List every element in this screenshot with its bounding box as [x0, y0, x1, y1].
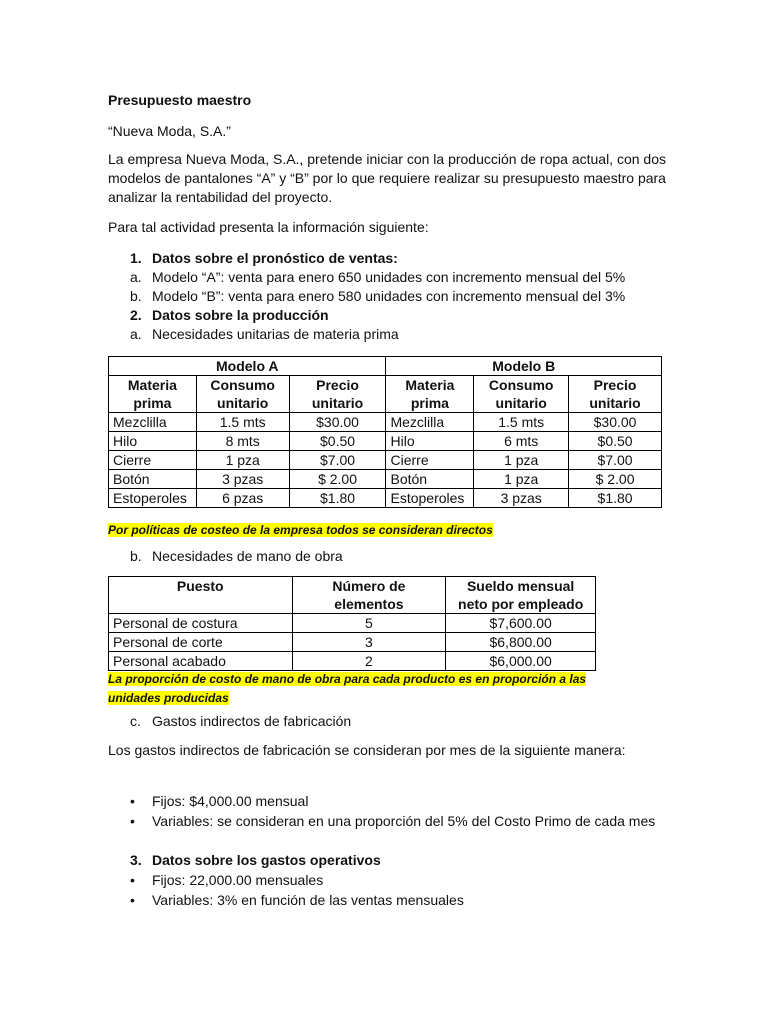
table-cell: 1 pza [196, 451, 289, 470]
list-text: Necesidades de mano de obra [152, 548, 343, 564]
section-title: Datos sobre la producción [152, 307, 329, 323]
table-cell: $1.80 [289, 489, 386, 508]
column-header: Consumo unitario [196, 376, 289, 413]
section-number: 3. [130, 852, 142, 868]
table-cell: $0.50 [569, 432, 662, 451]
table-cell: 6 mts [474, 432, 569, 451]
table-cell: $30.00 [569, 413, 662, 432]
table-cell: $7.00 [289, 451, 386, 470]
table-row [109, 614, 596, 633]
intro-text: La empresa Nueva Moda, S.A., pretende iniciar con la producción de ropa actual, con dos modelos de pantalones “A” y “B” por lo que requiere realizar su presupuesto maestro para analizar la rentabilidad del proyecto. [108, 151, 666, 205]
table-row [109, 413, 662, 432]
table-cell: Estoperoles [109, 489, 197, 508]
table-cell: $1.80 [569, 489, 662, 508]
list-text: Fijos: $4,000.00 mensual [152, 793, 309, 809]
highlighted-note: Por políticas de costeo de la empresa todos se consideran directos [108, 523, 493, 537]
section-number: 1. [130, 250, 142, 266]
table-cell: Hilo [386, 432, 474, 451]
table-cell: 8 mts [196, 432, 289, 451]
labor-table [108, 576, 596, 671]
table-cell: Cierre [386, 451, 474, 470]
table-cell: 5 [292, 614, 446, 633]
table-cell: Mezclilla [109, 413, 197, 432]
column-header: Precio unitario [289, 376, 386, 413]
table-cell: 1 pza [474, 470, 569, 489]
list-text: Fijos: 22,000.00 mensuales [152, 872, 324, 888]
list-text: Gastos indirectos de fabricación [152, 713, 352, 729]
table-cell: $6,000.00 [446, 652, 596, 671]
section-number: 2. [130, 307, 142, 323]
list-marker: b. [130, 288, 142, 304]
table-cell: Personal acabado [109, 652, 293, 671]
list-text: Modelo “B”: venta para enero 580 unidades con incremento mensual del 3% [152, 288, 626, 304]
table-cell: Botón [109, 470, 197, 489]
column-header: Consumo unitario [474, 376, 569, 413]
table-cell: Hilo [109, 432, 197, 451]
table-cell: $6,800.00 [446, 633, 596, 652]
list-text: Variables: 3% en función de las ventas mensuales [152, 892, 464, 908]
table-cell: Estoperoles [386, 489, 474, 508]
model-a-header: Modelo A [109, 357, 386, 376]
document-title: Presupuesto maestro [108, 92, 252, 108]
table-row [109, 451, 662, 470]
table-cell: $7.00 [569, 451, 662, 470]
table-cell: 1.5 mts [474, 413, 569, 432]
overhead-intro: Los gastos indirectos de fabricación se consideran por mes de la siguiente manera: [108, 742, 626, 758]
table-cell: Mezclilla [386, 413, 474, 432]
table-cell: $0.50 [289, 432, 386, 451]
table-cell: 3 pzas [474, 489, 569, 508]
materials-note [108, 520, 493, 539]
table-row [109, 376, 662, 413]
bullet-icon: • [130, 892, 135, 908]
table-cell: $ 2.00 [569, 470, 662, 489]
list-text: Modelo “A”: venta para enero 650 unidades con incremento mensual del 5% [152, 269, 626, 285]
table-cell: $7,600.00 [446, 614, 596, 633]
list-text: Necesidades unitarias de materia prima [152, 326, 399, 342]
table-row [109, 470, 662, 489]
list-text: Variables: se consideran en una proporción del 5% del Costo Primo de cada mes [152, 813, 656, 829]
list-marker: a. [130, 269, 142, 285]
table-cell: 3 [292, 633, 446, 652]
list-marker: b. [130, 548, 142, 564]
column-header: Puesto [109, 577, 293, 614]
intro-paragraph [108, 150, 678, 207]
bullet-icon: • [130, 793, 135, 809]
table-cell: 6 pzas [196, 489, 289, 508]
column-header: Materia prima [386, 376, 474, 413]
column-header: Precio unitario [569, 376, 662, 413]
table-row [109, 432, 662, 451]
section-title: Datos sobre los gastos operativos [152, 852, 381, 868]
highlighted-note: La proporción de costo de mano de obra para cada producto es en proporción a las unidades producidas [108, 672, 587, 705]
table-row [109, 489, 662, 508]
table-cell: $ 2.00 [289, 470, 386, 489]
column-header: Sueldo mensual neto por empleado [446, 577, 596, 614]
table-cell: 1 pza [474, 451, 569, 470]
column-header: Materia prima [109, 376, 197, 413]
table-row [109, 357, 662, 376]
column-header: Número de elementos [292, 577, 446, 614]
table-cell: Botón [386, 470, 474, 489]
section-title: Datos sobre el pronóstico de ventas: [152, 250, 398, 266]
materials-table [108, 356, 662, 508]
table-cell: Cierre [109, 451, 197, 470]
model-b-header: Modelo B [386, 357, 662, 376]
bullet-icon: • [130, 872, 135, 888]
table-row [109, 633, 596, 652]
bullet-icon: • [130, 813, 135, 829]
table-cell: 2 [292, 652, 446, 671]
table-cell: $30.00 [289, 413, 386, 432]
list-marker: c. [130, 713, 141, 729]
table-row [109, 577, 596, 614]
company-name: “Nueva Moda, S.A.” [108, 123, 231, 139]
table-row [109, 652, 596, 671]
table-cell: 1.5 mts [196, 413, 289, 432]
lead-sentence: Para tal actividad presenta la información siguiente: [108, 219, 429, 235]
table-cell: Personal de costura [109, 614, 293, 633]
labor-note [108, 669, 608, 707]
table-cell: 3 pzas [196, 470, 289, 489]
list-marker: a. [130, 326, 142, 342]
table-cell: Personal de corte [109, 633, 293, 652]
